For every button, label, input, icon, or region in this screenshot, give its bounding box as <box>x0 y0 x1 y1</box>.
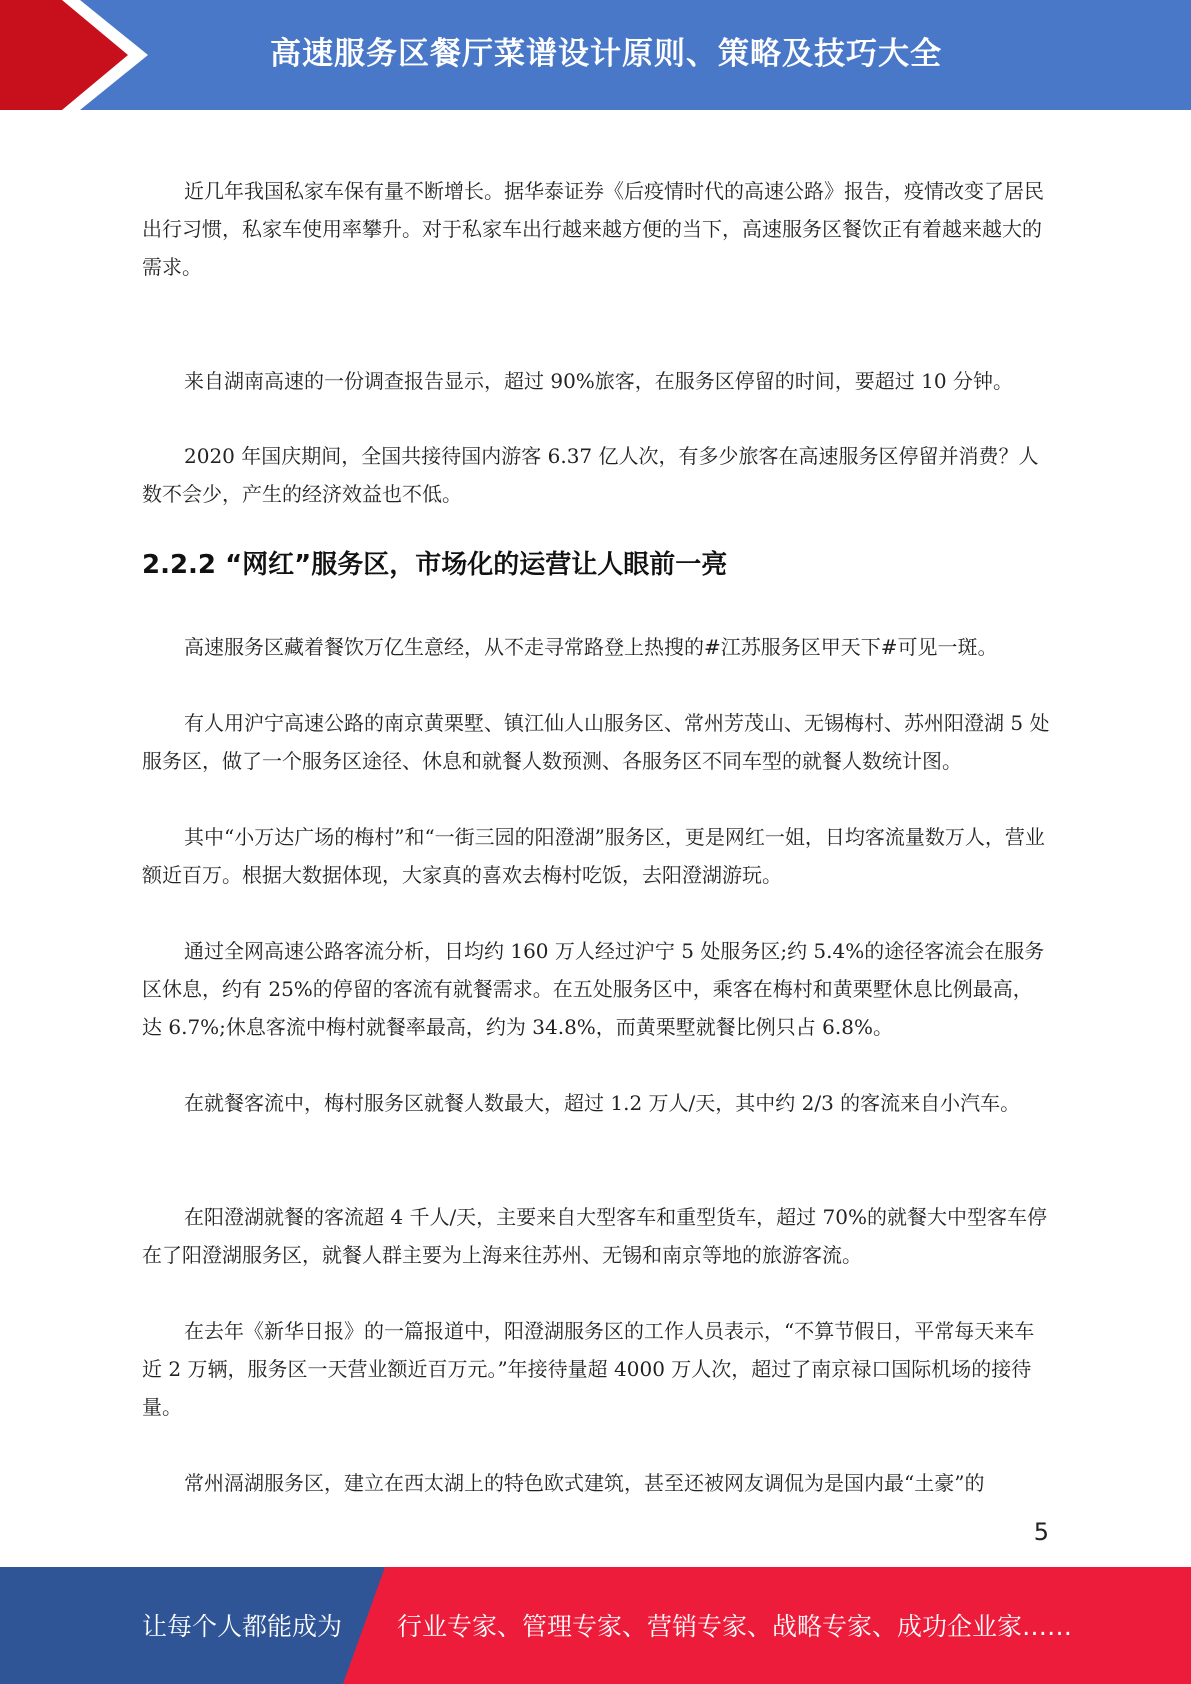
paragraph: 在去年《新华日报》的一篇报道中，阳澄湖服务区的工作人员表示，“不算节假日，平常每天来车近 2 万辆，服务区一天营业额近百万元。”年接待量超 4000 万人次，超过了南京禄口国际机场的接待量。 <box>142 1319 1035 1419</box>
paragraph: 近几年我国私家车保有量不断增长。据华泰证券《后疫情时代的高速公路》报告，疫情改变了居民出行习惯，私家车使用率攀升。对于私家车出行越来越方便的当下，高速服务区餐饮正有着越来越大的需求。 <box>142 179 1044 279</box>
footer-slogan-right: 行业专家、管理专家、营销专家、战略专家、成功企业家…… <box>397 1612 1073 1641</box>
document-title: 高速服务区餐厅菜谱设计原则、策略及技巧大全 <box>270 36 942 72</box>
paragraph: 通过全网高速公路客流分析，日均约 160 万人经过沪宁 5 处服务区;约 5.4%的途径客流会在服务区休息，约有 25%的停留的客流有就餐需求。在五处服务区中，乘客在梅村和黄栗墅休息比例最高，达 6.7%;休息客流中梅村就餐率最高，约为 34.8%，而黄栗墅就餐比例只占 6.8%。 <box>142 939 1045 1039</box>
paragraph: 2020 年国庆期间，全国共接待国内游客 6.37 亿人次，有多少旅客在高速服务区停留并消费？人数不会少，产生的经济效益也不低。 <box>142 444 1039 506</box>
paragraph: 常州滆湖服务区，建立在西太湖上的特色欧式建筑，甚至还被网友调侃为是国内最“土豪”的 <box>184 1471 985 1495</box>
page-number: 5 <box>1033 1518 1049 1546</box>
page-header <box>0 0 1191 110</box>
paragraph: 来自湖南高速的一份调查报告显示，超过 90%旅客，在服务区停留的时间，要超过 10 分钟。 <box>184 369 1013 393</box>
footer-slogan-left: 让每个人都能成为 <box>142 1612 343 1641</box>
paragraph: 其中“小万达广场的梅村”和“一街三园的阳澄湖”服务区，更是网红一姐，日均客流量数万人，营业额近百万。根据大数据体现，大家真的喜欢去梅村吃饭，去阳澄湖游玩。 <box>142 825 1045 887</box>
header-chevron-icon <box>0 0 160 110</box>
paragraph: 在阳澄湖就餐的客流超 4 千人/天，主要来自大型客车和重型货车，超过 70%的就餐大中型客车停在了阳澄湖服务区，就餐人群主要为上海来往苏州、无锡和南京等地的旅游客流。 <box>142 1205 1047 1267</box>
section-heading: 2.2.2 “网红”服务区，市场化的运营让人眼前一亮 <box>142 550 728 580</box>
paragraph: 高速服务区藏着餐饮万亿生意经，从不走寻常路登上热搜的#江苏服务区甲天下#可见一斑。 <box>184 635 998 659</box>
paragraph: 在就餐客流中，梅村服务区就餐人数最大，超过 1.2 万人/天，其中约 2/3 的客流来自小汽车。 <box>184 1091 1021 1115</box>
page-footer <box>0 1567 1191 1684</box>
paragraph: 有人用沪宁高速公路的南京黄栗墅、镇江仙人山服务区、常州芳茂山、无锡梅村、苏州阳澄湖 5 处服务区，做了一个服务区途径、休息和就餐人数预测、各服务区不同车型的就餐人数统计图。 <box>142 711 1050 773</box>
